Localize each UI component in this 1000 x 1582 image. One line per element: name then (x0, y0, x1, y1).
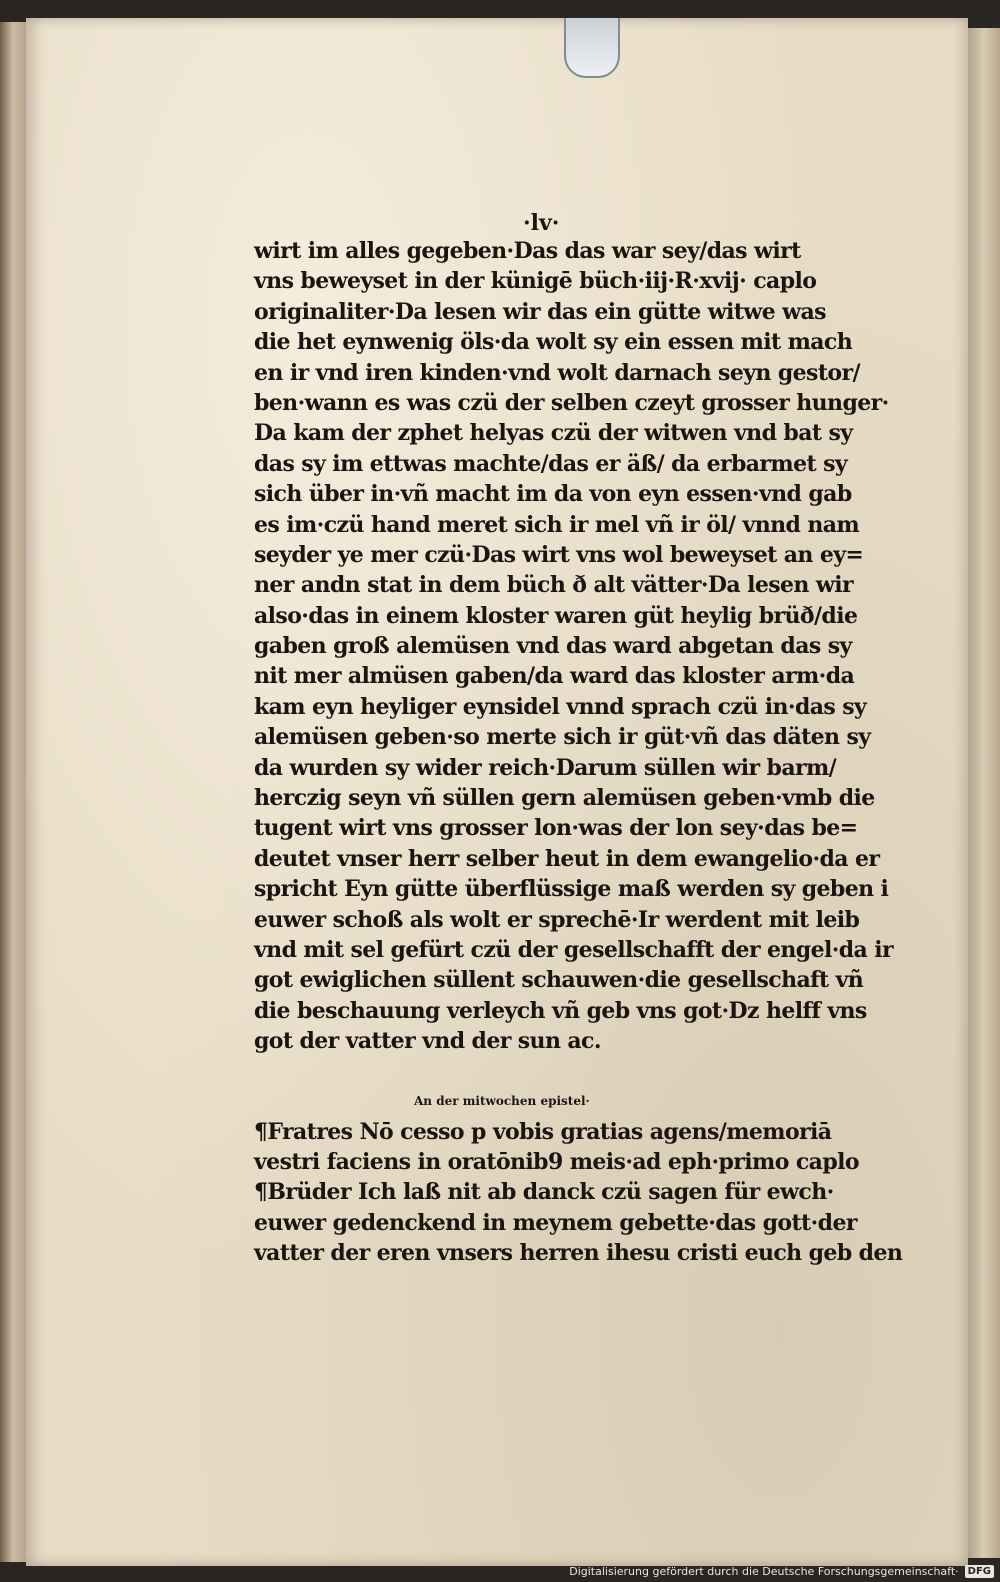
text-line: deutet vnser herr selber heut in dem ewangelio·da er (254, 845, 880, 872)
text-line: die het eynwenig öls·da wolt sy ein essen mit mach (254, 329, 853, 356)
text-line: ¶Fratres Nō cesso p vobis gratias agens/memoriā (254, 1118, 832, 1145)
text-line: euwer gedenckend in meynem gebette·das gott·der (254, 1209, 857, 1236)
text-block (254, 236, 934, 1269)
text-line: also·das in einem kloster waren güt heylig brüð/die (254, 602, 858, 629)
text-line: alemüsen geben·so merte sich ir güt·vñ das däten sy (254, 724, 871, 751)
text-line: euwer schoß als wolt er sprechē·Ir werdent mit leib (254, 906, 860, 933)
text-line: en ir vnd iren kinden·vnd wolt darnach seyn gestor/ (254, 359, 860, 386)
text-line: vns beweyset in der künigē büch·iij·R·xvij· caplo (254, 268, 817, 295)
text-line: tugent wirt vns grosser lon·was der lon sey·das be= (254, 815, 858, 842)
text-line: seyder ye mer czü·Das wirt vns wol beweyset an ey= (254, 541, 864, 568)
body-text (254, 236, 934, 1057)
text-line: es im·czü hand meret sich ir mel vñ ir öl/ vnnd nam (254, 511, 860, 538)
text-line: originaliter·Da lesen wir das ein gütte witwe was (254, 298, 826, 325)
text-line: vnd mit sel gefürt czü der gesellschafft der engel·da ir (254, 936, 894, 963)
text-line: das sy im ettwas machte/das er äß/ da erbarmet sy (254, 450, 848, 477)
dfg-logo: DFG (965, 1565, 994, 1578)
book-page (26, 18, 968, 1566)
footer (569, 1562, 994, 1580)
text-line: sich über in·vñ macht im da von eyn essen·vnd gab (254, 481, 852, 508)
book-edge-left (0, 22, 28, 1562)
text-line: herczig seyn vñ süllen gern alemüsen geben·vmb die (254, 785, 875, 812)
section-gap (254, 1057, 934, 1085)
text-line: nit mer almüsen gaben/da ward das kloster arm·da (254, 663, 855, 690)
text-line: ben·wann es was czü der selben czeyt grosser hunger· (254, 389, 889, 416)
text-line: ner andn stat in dem büch ð alt vätter·Da lesen wir (254, 572, 853, 599)
text-line: gaben groß alemüsen vnd das ward abgetan das sy (254, 633, 852, 660)
text-line: wirt im alles gegeben·Das das war sey/das wirt (254, 238, 801, 264)
page-clip (564, 18, 620, 78)
text-line: vestri faciens in oratōnib9 meis·ad eph·primo caplo (254, 1148, 859, 1175)
text-line: got ewiglichen süllent schauwen·die gesellschaft vñ (254, 967, 864, 994)
text-line: ¶Brüder Ich laß nit ab danck czü sagen für ewch· (254, 1179, 834, 1206)
text-line: got der vatter vnd der sun ac. (254, 1028, 601, 1055)
text-line: spricht Eyn gütte überflüssige maß werden sy geben i (254, 876, 889, 903)
folio-number: ·lv· (523, 210, 560, 236)
text-line: da wurden sy wider reich·Darum süllen wir barm/ (254, 754, 837, 781)
text-line: die beschauung verleych vñ geb vns got·Dz helff vns (254, 997, 867, 1024)
text-line: Da kam der zphet helyas czü der witwen vnd bat sy (254, 420, 853, 447)
text-line: vatter der eren vnsers herren ihesu cristi euch geb den (254, 1240, 903, 1267)
footer-credit: Digitalisierung gefördert durch die Deutsche Forschungsgemeinschaft· (569, 1564, 959, 1578)
section-heading: An der mitwochen epistel· (414, 1093, 590, 1108)
section-text (254, 1117, 934, 1269)
book-edge-right (964, 28, 1000, 1558)
text-line: kam eyn heyliger eynsidel vnnd sprach czü in·das sy (254, 693, 867, 720)
